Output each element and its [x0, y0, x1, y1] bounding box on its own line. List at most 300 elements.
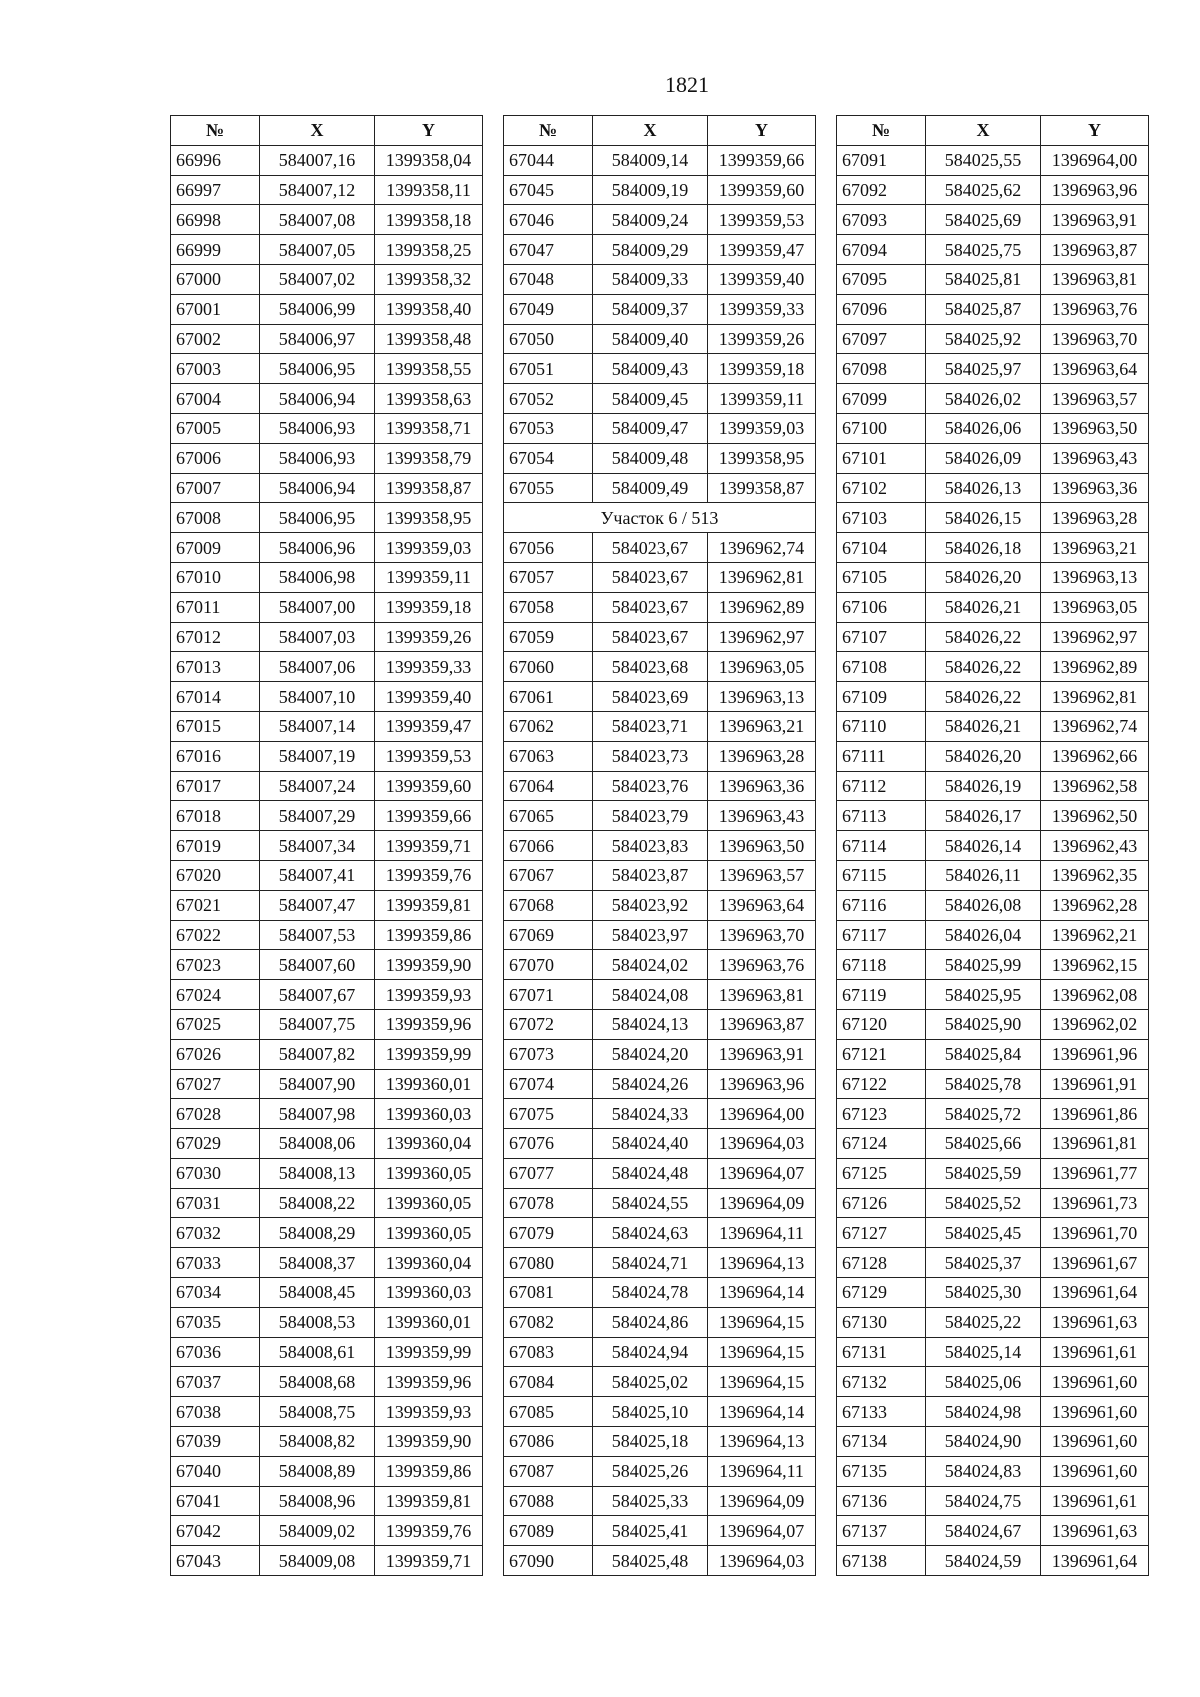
point-number-cell: 67059	[504, 622, 593, 652]
x-coordinate-cell: 584025,97	[926, 354, 1041, 384]
point-number-cell: 67055	[504, 473, 593, 503]
table-row	[837, 1129, 1149, 1159]
point-number-cell: 67003	[171, 354, 260, 384]
point-number-cell: 67083	[504, 1337, 593, 1367]
x-coordinate-cell: 584009,29	[593, 235, 708, 265]
x-coordinate-cell: 584007,05	[260, 235, 375, 265]
point-number-cell: 67115	[837, 860, 926, 890]
x-coordinate-cell: 584025,84	[926, 1039, 1041, 1069]
point-number-cell: 67049	[504, 294, 593, 324]
table-row	[837, 711, 1149, 741]
x-coordinate-cell: 584009,43	[593, 354, 708, 384]
point-number-cell: 67121	[837, 1039, 926, 1069]
coordinates-table-3	[836, 115, 1149, 1576]
table-row	[837, 682, 1149, 712]
x-coordinate-cell: 584009,40	[593, 324, 708, 354]
point-number-cell: 67106	[837, 592, 926, 622]
table-row	[171, 324, 483, 354]
y-coordinate-cell: 1396962,58	[1041, 771, 1149, 801]
table-row	[837, 1486, 1149, 1516]
y-coordinate-cell: 1396963,43	[1041, 443, 1149, 473]
y-coordinate-cell: 1396964,15	[708, 1307, 816, 1337]
point-number-cell: 67063	[504, 741, 593, 771]
point-number-cell: 67098	[837, 354, 926, 384]
table-row	[171, 1516, 483, 1546]
table-row	[171, 1278, 483, 1308]
table-row	[837, 1278, 1149, 1308]
table-row	[837, 1307, 1149, 1337]
point-number-cell: 67041	[171, 1486, 260, 1516]
x-coordinate-cell: 584007,00	[260, 592, 375, 622]
x-coordinate-cell: 584024,90	[926, 1427, 1041, 1457]
point-number-cell: 67043	[171, 1546, 260, 1576]
table-row	[504, 890, 816, 920]
table-row	[837, 473, 1149, 503]
y-coordinate-cell: 1399359,11	[375, 562, 483, 592]
x-coordinate-cell: 584023,67	[593, 562, 708, 592]
y-coordinate-cell: 1399359,96	[375, 1009, 483, 1039]
point-number-cell: 67085	[504, 1397, 593, 1427]
table-row	[837, 1099, 1149, 1129]
point-number-cell: 67044	[504, 145, 593, 175]
table-row	[837, 145, 1149, 175]
y-coordinate-cell: 1399360,05	[375, 1218, 483, 1248]
x-coordinate-cell: 584024,86	[593, 1307, 708, 1337]
x-coordinate-cell: 584024,26	[593, 1069, 708, 1099]
point-number-cell: 67066	[504, 831, 593, 861]
x-coordinate-cell: 584007,98	[260, 1099, 375, 1129]
y-coordinate-cell: 1399359,93	[375, 1397, 483, 1427]
x-coordinate-cell: 584026,08	[926, 890, 1041, 920]
y-coordinate-cell: 1396961,70	[1041, 1218, 1149, 1248]
y-coordinate-cell: 1396961,60	[1041, 1427, 1149, 1457]
table-row	[504, 1129, 816, 1159]
x-coordinate-cell: 584023,76	[593, 771, 708, 801]
table-row	[171, 562, 483, 592]
y-coordinate-cell: 1399359,99	[375, 1039, 483, 1069]
point-number-cell: 67072	[504, 1009, 593, 1039]
point-number-cell: 67102	[837, 473, 926, 503]
table-row	[171, 384, 483, 414]
point-number-cell: 67070	[504, 950, 593, 980]
table-row	[504, 1278, 816, 1308]
point-number-cell: 67130	[837, 1307, 926, 1337]
y-coordinate-cell: 1396962,28	[1041, 890, 1149, 920]
x-coordinate-cell: 584024,94	[593, 1337, 708, 1367]
table-row	[171, 473, 483, 503]
y-coordinate-cell: 1399358,04	[375, 145, 483, 175]
table-row	[837, 1397, 1149, 1427]
y-coordinate-cell: 1396961,60	[1041, 1367, 1149, 1397]
x-coordinate-cell: 584006,96	[260, 533, 375, 563]
point-number-cell: 67052	[504, 384, 593, 414]
x-coordinate-cell: 584023,71	[593, 711, 708, 741]
y-coordinate-cell: 1399358,25	[375, 235, 483, 265]
y-coordinate-cell: 1396963,21	[708, 711, 816, 741]
table-row	[171, 1337, 483, 1367]
x-coordinate-cell: 584025,48	[593, 1546, 708, 1576]
point-number-cell: 67120	[837, 1009, 926, 1039]
x-coordinate-cell: 584008,53	[260, 1307, 375, 1337]
point-number-cell: 67138	[837, 1546, 926, 1576]
x-coordinate-cell: 584023,73	[593, 741, 708, 771]
y-coordinate-cell: 1396963,81	[1041, 264, 1149, 294]
point-number-cell: 67094	[837, 235, 926, 265]
y-coordinate-cell: 1399359,53	[708, 205, 816, 235]
point-number-cell: 67079	[504, 1218, 593, 1248]
table-row	[171, 1427, 483, 1457]
y-coordinate-cell: 1396964,00	[1041, 145, 1149, 175]
table-row	[171, 1069, 483, 1099]
y-coordinate-cell: 1396964,03	[708, 1129, 816, 1159]
y-coordinate-cell: 1396964,03	[708, 1546, 816, 1576]
x-coordinate-cell: 584007,03	[260, 622, 375, 652]
y-coordinate-cell: 1396963,05	[708, 652, 816, 682]
x-coordinate-cell: 584025,37	[926, 1248, 1041, 1278]
y-coordinate-cell: 1399358,95	[708, 443, 816, 473]
table-row	[504, 1367, 816, 1397]
point-number-cell: 67095	[837, 264, 926, 294]
table-row	[504, 652, 816, 682]
x-coordinate-cell: 584025,78	[926, 1069, 1041, 1099]
point-number-cell: 67090	[504, 1546, 593, 1576]
y-coordinate-cell: 1396961,77	[1041, 1158, 1149, 1188]
point-number-cell: 67037	[171, 1367, 260, 1397]
table-row	[837, 264, 1149, 294]
x-coordinate-cell: 584025,52	[926, 1188, 1041, 1218]
x-coordinate-cell: 584007,06	[260, 652, 375, 682]
table-row	[171, 264, 483, 294]
table-row	[171, 622, 483, 652]
point-number-cell: 67112	[837, 771, 926, 801]
y-coordinate-cell: 1396963,76	[1041, 294, 1149, 324]
x-coordinate-cell: 584008,89	[260, 1456, 375, 1486]
y-coordinate-cell: 1399360,01	[375, 1069, 483, 1099]
x-coordinate-cell: 584026,20	[926, 741, 1041, 771]
table-row	[837, 1516, 1149, 1546]
point-number-cell: 67107	[837, 622, 926, 652]
y-coordinate-cell: 1396964,13	[708, 1427, 816, 1457]
point-number-cell: 67013	[171, 652, 260, 682]
y-coordinate-cell: 1399358,48	[375, 324, 483, 354]
x-coordinate-cell: 584025,10	[593, 1397, 708, 1427]
y-coordinate-cell: 1399360,05	[375, 1188, 483, 1218]
point-number-cell: 67061	[504, 682, 593, 712]
y-coordinate-cell: 1396963,96	[1041, 175, 1149, 205]
x-coordinate-cell: 584006,95	[260, 503, 375, 533]
x-coordinate-cell: 584024,78	[593, 1278, 708, 1308]
x-coordinate-cell: 584025,95	[926, 980, 1041, 1010]
point-number-cell: 66997	[171, 175, 260, 205]
header-num: №	[837, 116, 926, 146]
table-header-row	[504, 116, 816, 146]
table-row	[837, 235, 1149, 265]
point-number-cell: 67132	[837, 1367, 926, 1397]
x-coordinate-cell: 584026,22	[926, 682, 1041, 712]
y-coordinate-cell: 1396961,86	[1041, 1099, 1149, 1129]
table-row	[837, 294, 1149, 324]
point-number-cell: 67023	[171, 950, 260, 980]
table-row	[837, 384, 1149, 414]
point-number-cell: 67005	[171, 413, 260, 443]
y-coordinate-cell: 1399359,86	[375, 920, 483, 950]
table-row	[504, 831, 816, 861]
x-coordinate-cell: 584025,90	[926, 1009, 1041, 1039]
y-coordinate-cell: 1399359,18	[708, 354, 816, 384]
y-coordinate-cell: 1399359,33	[375, 652, 483, 682]
y-coordinate-cell: 1396962,97	[1041, 622, 1149, 652]
x-coordinate-cell: 584008,29	[260, 1218, 375, 1248]
point-number-cell: 67017	[171, 771, 260, 801]
point-number-cell: 67030	[171, 1158, 260, 1188]
point-number-cell: 67099	[837, 384, 926, 414]
y-coordinate-cell: 1399358,18	[375, 205, 483, 235]
point-number-cell: 67122	[837, 1069, 926, 1099]
x-coordinate-cell: 584007,10	[260, 682, 375, 712]
y-coordinate-cell: 1396963,43	[708, 801, 816, 831]
x-coordinate-cell: 584006,98	[260, 562, 375, 592]
table-row	[504, 1039, 816, 1069]
y-coordinate-cell: 1396963,05	[1041, 592, 1149, 622]
y-coordinate-cell: 1399359,66	[375, 801, 483, 831]
x-coordinate-cell: 584008,13	[260, 1158, 375, 1188]
y-coordinate-cell: 1396963,70	[1041, 324, 1149, 354]
y-coordinate-cell: 1399359,40	[708, 264, 816, 294]
table-row	[837, 1218, 1149, 1248]
table-row	[171, 980, 483, 1010]
table-row	[171, 443, 483, 473]
table-row	[837, 1367, 1149, 1397]
y-coordinate-cell: 1396961,60	[1041, 1456, 1149, 1486]
table-row	[504, 860, 816, 890]
point-number-cell: 67135	[837, 1456, 926, 1486]
x-coordinate-cell: 584007,34	[260, 831, 375, 861]
y-coordinate-cell: 1399359,93	[375, 980, 483, 1010]
x-coordinate-cell: 584007,90	[260, 1069, 375, 1099]
x-coordinate-cell: 584023,97	[593, 920, 708, 950]
y-coordinate-cell: 1396961,64	[1041, 1278, 1149, 1308]
table-row	[504, 1427, 816, 1457]
y-coordinate-cell: 1396963,13	[708, 682, 816, 712]
x-coordinate-cell: 584009,37	[593, 294, 708, 324]
x-coordinate-cell: 584026,17	[926, 801, 1041, 831]
x-coordinate-cell: 584024,13	[593, 1009, 708, 1039]
y-coordinate-cell: 1399358,40	[375, 294, 483, 324]
y-coordinate-cell: 1399359,71	[375, 831, 483, 861]
y-coordinate-cell: 1396961,67	[1041, 1248, 1149, 1278]
x-coordinate-cell: 584023,87	[593, 860, 708, 890]
y-coordinate-cell: 1399359,76	[375, 860, 483, 890]
table-row	[171, 682, 483, 712]
x-coordinate-cell: 584006,97	[260, 324, 375, 354]
point-number-cell: 67124	[837, 1129, 926, 1159]
table-row	[171, 592, 483, 622]
table-row	[171, 1158, 483, 1188]
point-number-cell: 67136	[837, 1486, 926, 1516]
table-row	[171, 1188, 483, 1218]
y-coordinate-cell: 1396964,13	[708, 1248, 816, 1278]
point-number-cell: 67086	[504, 1427, 593, 1457]
table-row	[837, 562, 1149, 592]
header-y: Y	[375, 116, 483, 146]
y-coordinate-cell: 1399358,79	[375, 443, 483, 473]
table-row	[504, 533, 816, 563]
point-number-cell: 67080	[504, 1248, 593, 1278]
y-coordinate-cell: 1399358,71	[375, 413, 483, 443]
y-coordinate-cell: 1396963,70	[708, 920, 816, 950]
table-row	[171, 741, 483, 771]
y-coordinate-cell: 1396963,21	[1041, 533, 1149, 563]
point-number-cell: 67103	[837, 503, 926, 533]
table-row	[171, 1129, 483, 1159]
table-row	[171, 235, 483, 265]
point-number-cell: 67128	[837, 1248, 926, 1278]
table-row	[171, 890, 483, 920]
x-coordinate-cell: 584025,69	[926, 205, 1041, 235]
point-number-cell: 67082	[504, 1307, 593, 1337]
x-coordinate-cell: 584026,14	[926, 831, 1041, 861]
y-coordinate-cell: 1396962,43	[1041, 831, 1149, 861]
y-coordinate-cell: 1399359,60	[375, 771, 483, 801]
table-row	[504, 175, 816, 205]
header-y: Y	[1041, 116, 1149, 146]
y-coordinate-cell: 1399360,01	[375, 1307, 483, 1337]
table-row	[171, 533, 483, 563]
table-row	[837, 890, 1149, 920]
table-row	[504, 294, 816, 324]
y-coordinate-cell: 1396962,89	[1041, 652, 1149, 682]
point-number-cell: 67018	[171, 801, 260, 831]
table-row	[504, 562, 816, 592]
table-row	[171, 1039, 483, 1069]
y-coordinate-cell: 1396961,61	[1041, 1486, 1149, 1516]
table-row	[504, 711, 816, 741]
x-coordinate-cell: 584025,30	[926, 1278, 1041, 1308]
table-row	[504, 443, 816, 473]
x-coordinate-cell: 584026,06	[926, 413, 1041, 443]
table-row	[837, 860, 1149, 890]
point-number-cell: 67035	[171, 1307, 260, 1337]
table-row	[171, 1307, 483, 1337]
table-row	[504, 1248, 816, 1278]
point-number-cell: 67123	[837, 1099, 926, 1129]
table-row	[504, 324, 816, 354]
y-coordinate-cell: 1396962,15	[1041, 950, 1149, 980]
table-row	[837, 175, 1149, 205]
table-row	[504, 473, 816, 503]
x-coordinate-cell: 584023,67	[593, 592, 708, 622]
x-coordinate-cell: 584025,99	[926, 950, 1041, 980]
table-row	[837, 1158, 1149, 1188]
y-coordinate-cell: 1399359,66	[708, 145, 816, 175]
y-coordinate-cell: 1396962,74	[708, 533, 816, 563]
y-coordinate-cell: 1396964,07	[708, 1516, 816, 1546]
point-number-cell: 67053	[504, 413, 593, 443]
y-coordinate-cell: 1396963,96	[708, 1069, 816, 1099]
point-number-cell: 67068	[504, 890, 593, 920]
point-number-cell: 67118	[837, 950, 926, 980]
point-number-cell: 67050	[504, 324, 593, 354]
table-row	[504, 771, 816, 801]
point-number-cell: 67057	[504, 562, 593, 592]
table-row	[504, 264, 816, 294]
y-coordinate-cell: 1399359,71	[375, 1546, 483, 1576]
point-number-cell: 67131	[837, 1337, 926, 1367]
y-coordinate-cell: 1399359,11	[708, 384, 816, 414]
x-coordinate-cell: 584024,08	[593, 980, 708, 1010]
point-number-cell: 67022	[171, 920, 260, 950]
y-coordinate-cell: 1399359,26	[375, 622, 483, 652]
y-coordinate-cell: 1396963,13	[1041, 562, 1149, 592]
table-row	[504, 1456, 816, 1486]
x-coordinate-cell: 584006,93	[260, 413, 375, 443]
x-coordinate-cell: 584023,68	[593, 652, 708, 682]
x-coordinate-cell: 584007,67	[260, 980, 375, 1010]
point-number-cell: 67029	[171, 1129, 260, 1159]
x-coordinate-cell: 584023,69	[593, 682, 708, 712]
table-row	[837, 503, 1149, 533]
x-coordinate-cell: 584025,14	[926, 1337, 1041, 1367]
x-coordinate-cell: 584006,99	[260, 294, 375, 324]
point-number-cell: 67067	[504, 860, 593, 890]
x-coordinate-cell: 584008,75	[260, 1397, 375, 1427]
y-coordinate-cell: 1396962,21	[1041, 920, 1149, 950]
x-coordinate-cell: 584026,13	[926, 473, 1041, 503]
point-number-cell: 67073	[504, 1039, 593, 1069]
table-row	[837, 1337, 1149, 1367]
table-row	[504, 1188, 816, 1218]
x-coordinate-cell: 584025,18	[593, 1427, 708, 1457]
y-coordinate-cell: 1399359,03	[375, 533, 483, 563]
y-coordinate-cell: 1396961,63	[1041, 1516, 1149, 1546]
point-number-cell: 67031	[171, 1188, 260, 1218]
point-number-cell: 67028	[171, 1099, 260, 1129]
point-number-cell: 67036	[171, 1337, 260, 1367]
table-row	[837, 1188, 1149, 1218]
point-number-cell: 67048	[504, 264, 593, 294]
y-coordinate-cell: 1396963,57	[708, 860, 816, 890]
x-coordinate-cell: 584024,75	[926, 1486, 1041, 1516]
point-number-cell: 67040	[171, 1456, 260, 1486]
table-row	[837, 592, 1149, 622]
point-number-cell: 67091	[837, 145, 926, 175]
table-row	[837, 652, 1149, 682]
x-coordinate-cell: 584007,12	[260, 175, 375, 205]
y-coordinate-cell: 1396963,64	[708, 890, 816, 920]
x-coordinate-cell: 584025,87	[926, 294, 1041, 324]
header-x: X	[926, 116, 1041, 146]
y-coordinate-cell: 1396964,14	[708, 1397, 816, 1427]
header-num: №	[171, 116, 260, 146]
x-coordinate-cell: 584025,75	[926, 235, 1041, 265]
coordinates-table-2	[503, 115, 816, 1576]
x-coordinate-cell: 584026,02	[926, 384, 1041, 414]
table-row	[504, 1337, 816, 1367]
section-row	[504, 503, 816, 533]
x-coordinate-cell: 584023,92	[593, 890, 708, 920]
point-number-cell: 67074	[504, 1069, 593, 1099]
table-row	[837, 1009, 1149, 1039]
y-coordinate-cell: 1396962,50	[1041, 801, 1149, 831]
y-coordinate-cell: 1399359,86	[375, 1456, 483, 1486]
table-row	[504, 622, 816, 652]
table-row	[504, 682, 816, 712]
table-row	[171, 1367, 483, 1397]
y-coordinate-cell: 1399359,99	[375, 1337, 483, 1367]
x-coordinate-cell: 584007,60	[260, 950, 375, 980]
point-number-cell: 67084	[504, 1367, 593, 1397]
table-row	[171, 1456, 483, 1486]
